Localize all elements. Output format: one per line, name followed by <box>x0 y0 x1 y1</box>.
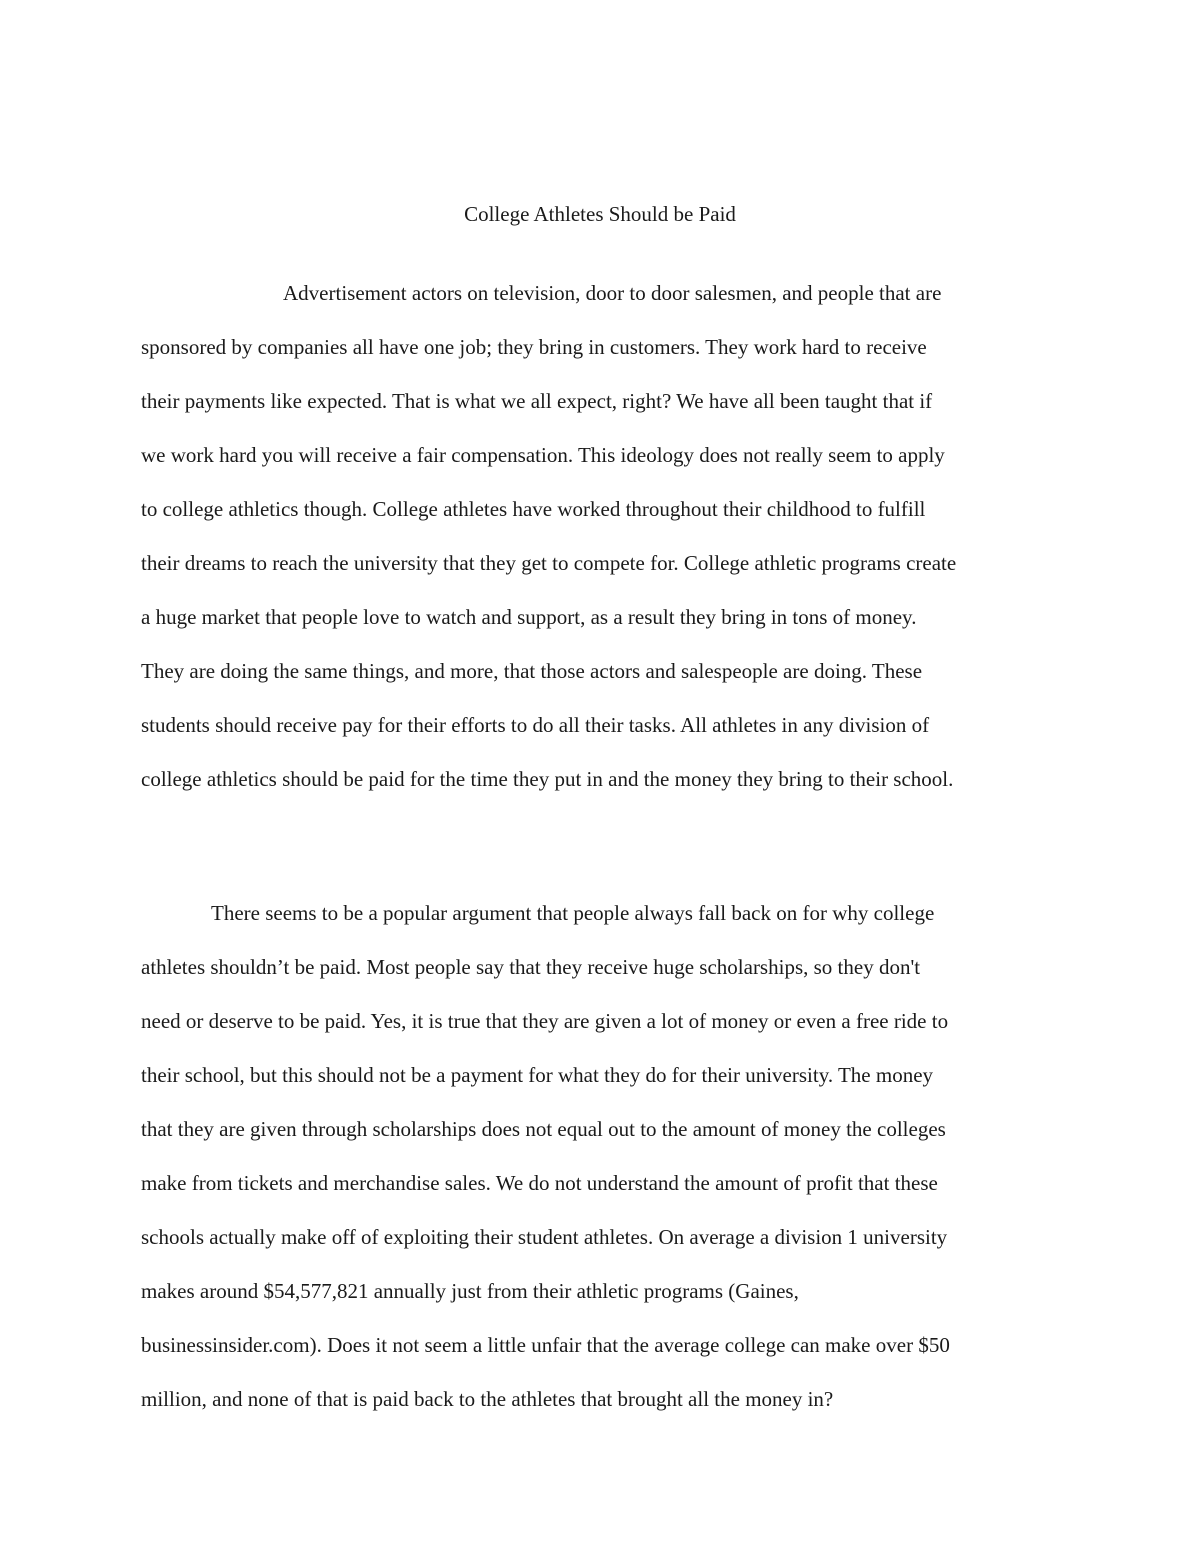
paragraph-1-line: college athletics should be paid for the time they put in and the money they bring to their school. <box>141 767 954 791</box>
paragraph-2-line: businessinsider.com). Does it not seem a little unfair that the average college can make over $50 <box>141 1333 950 1357</box>
paragraph-1-line: sponsored by companies all have one job; they bring in customers. They work hard to receive <box>141 335 927 359</box>
paragraph-2-line: schools actually make off of exploiting their student athletes. On average a division 1 university <box>141 1225 948 1249</box>
paragraph-1-line: Advertisement actors on television, door to door salesmen, and people that are <box>283 281 942 305</box>
document-title: College Athletes Should be Paid <box>464 202 736 226</box>
paragraph-1-line: their dreams to reach the university that they get to compete for. College athletic programs create <box>141 551 957 575</box>
paragraph-1-line: we work hard you will receive a fair compensation. This ideology does not really seem to apply <box>141 443 945 467</box>
paragraph-2-line: makes around $54,577,821 annually just from their athletic programs (Gaines, <box>141 1279 799 1303</box>
paragraph-2-line: make from tickets and merchandise sales. We do not understand the amount of profit that these <box>141 1171 938 1195</box>
paragraph-2-line: that they are given through scholarships does not equal out to the amount of money the colleges <box>141 1117 946 1141</box>
paragraph-2-line: athletes shouldn’t be paid. Most people say that they receive huge scholarships, so they don't <box>141 955 921 979</box>
paragraph-2-line: their school, but this should not be a payment for what they do for their university. The money <box>141 1063 934 1087</box>
paragraph-2-line: There seems to be a popular argument that people always fall back on for why college <box>211 901 935 925</box>
paragraph-2-line: need or deserve to be paid. Yes, it is true that they are given a lot of money or even a free ride to <box>141 1009 949 1033</box>
paragraph-1-line: to college athletics though. College athletes have worked throughout their childhood to fulfill <box>141 497 926 521</box>
paragraph-1-line: their payments like expected. That is what we all expect, right? We have all been taught that if <box>141 389 933 413</box>
paragraph-2-line: million, and none of that is paid back to the athletes that brought all the money in? <box>141 1387 834 1411</box>
paragraph-1-line: students should receive pay for their efforts to do all their tasks. All athletes in any division of <box>141 713 930 737</box>
paragraph-1-line: They are doing the same things, and more, that those actors and salespeople are doing. These <box>141 659 923 683</box>
paragraph-1-line: a huge market that people love to watch and support, as a result they bring in tons of money. <box>141 605 917 629</box>
